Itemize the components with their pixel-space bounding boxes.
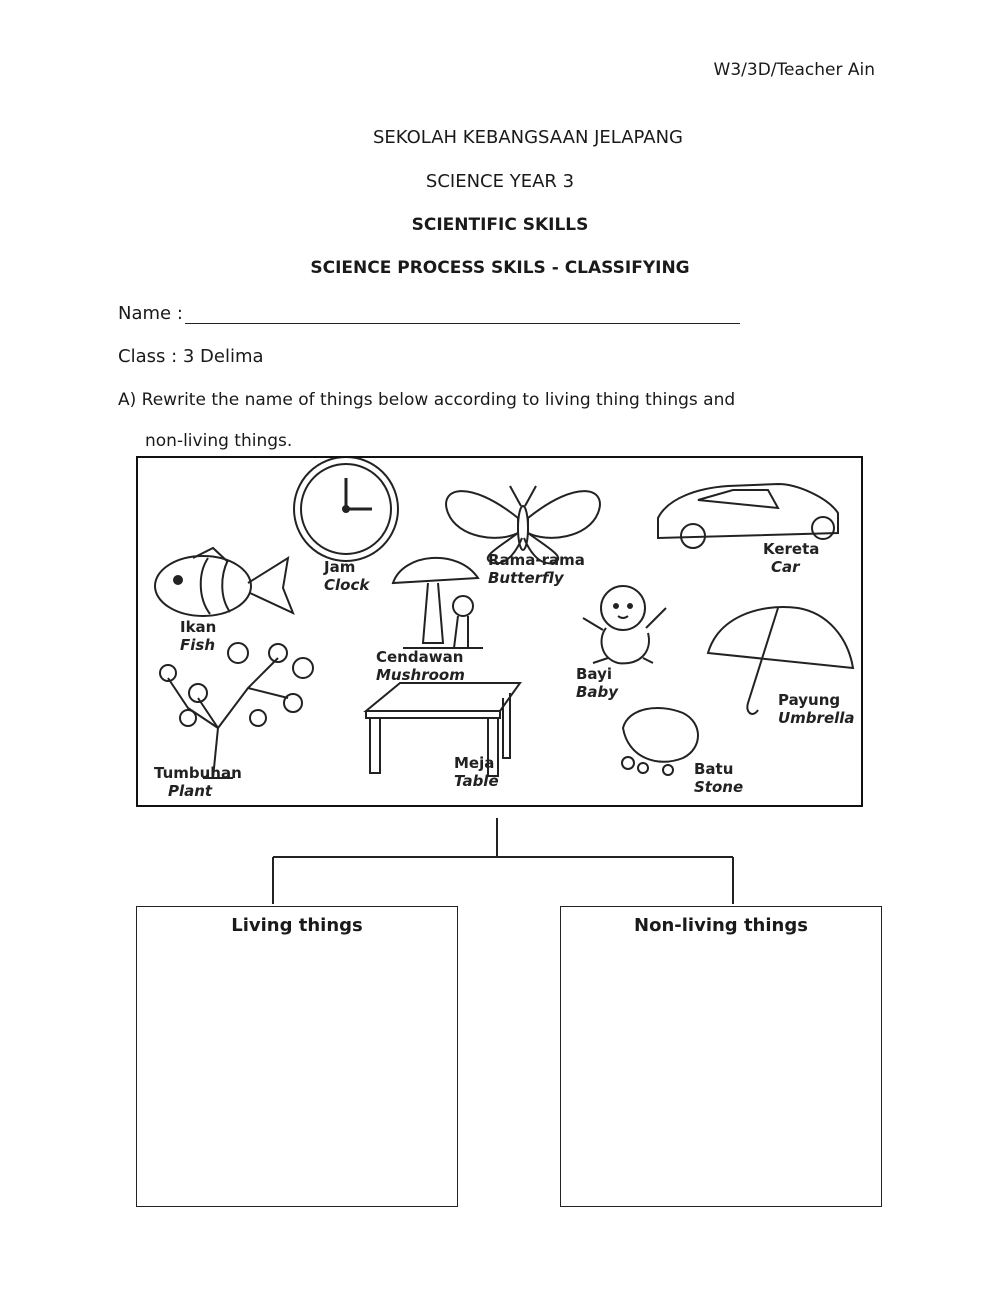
item-label-plant: Tumbuhan Plant <box>154 764 242 800</box>
item-label-clock: Jam Clock <box>324 558 370 594</box>
item-label-mushroom: Cendawan Mushroom <box>376 648 465 684</box>
instruction-line-2: non-living things. <box>145 431 293 451</box>
item-label-baby: Bayi Baby <box>576 665 619 701</box>
item-label-umbrella: Payung Umbrella <box>778 691 855 727</box>
name-label: Name : <box>118 303 183 324</box>
item-label-table: Meja Table <box>454 754 499 790</box>
school-name: SEKOLAH KEBANGSAAN JELAPANG <box>373 127 683 148</box>
item-label-fish: Ikan Fish <box>180 618 217 654</box>
item-label-butterfly: Rama-rama Butterfly <box>488 551 585 587</box>
class-label: Class : 3 Delima <box>118 346 264 367</box>
item-label-car: Kereta Car <box>763 540 820 576</box>
worksheet-code: W3/3D/Teacher Ain <box>713 60 875 80</box>
instruction-line-1: A) Rewrite the name of things below according to living thing things and <box>118 390 736 410</box>
subject-title: SCIENCE YEAR 3 <box>425 171 575 192</box>
living-things-title: Living things <box>231 915 363 936</box>
topic-title: SCIENTIFIC SKILLS <box>411 215 589 235</box>
item-label-stone: Batu Stone <box>694 760 744 796</box>
living-things-box[interactable] <box>136 906 458 1207</box>
subtopic-title: SCIENCE PROCESS SKILS - CLASSIFYING <box>310 258 690 278</box>
non-living-things-box[interactable] <box>560 906 882 1207</box>
non-living-things-title: Non-living things <box>634 915 808 936</box>
